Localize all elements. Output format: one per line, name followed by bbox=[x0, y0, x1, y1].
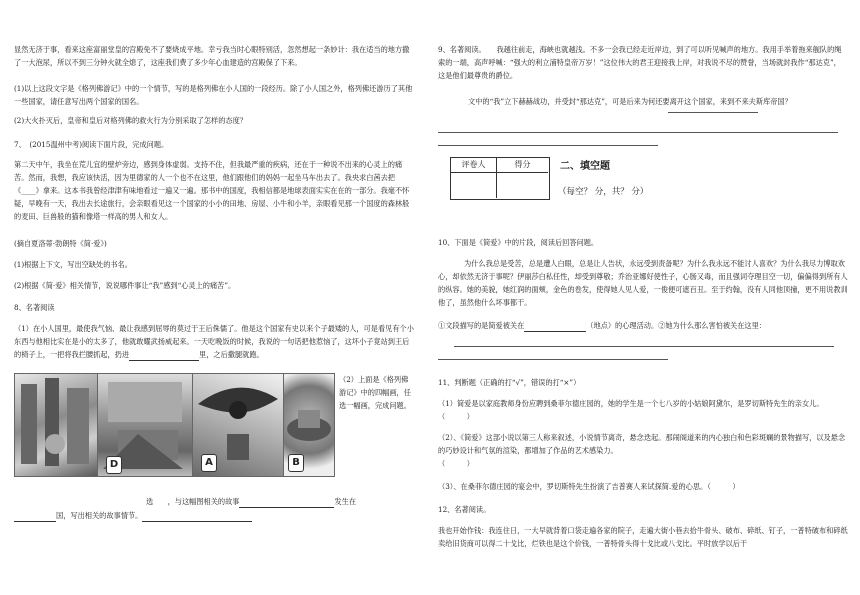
question-8-1-text: （1）在小人国里，最使我气恼、最让我感到屈辱的莫过于王后侏儒了。他是这个国家有史以来个子最矮的人，可是看见有个小东西与他相比实在是小的太多了，他就敢耀武扬威起来。一天吃晚饭的时候，我说的一句话把他惹恼了，这坏小子竟站到王后的椅子上，一把将我拦腰抓起，扔进 bbox=[14, 324, 414, 359]
question-11-3: （3）、在桑菲尔德庄园的宴会中，罗切斯特先生扮演了吉普赛人来试探简.爱的心思。（ ） bbox=[438, 482, 740, 491]
question-8-2: （2）上面是《格列佛游记》中的四幅画，任选一幅画，完成问题。 bbox=[339, 375, 411, 410]
score-box-score-field[interactable] bbox=[497, 173, 548, 198]
answer-blank[interactable] bbox=[239, 498, 334, 508]
question-11-2: （2）、《简爱》这部小说以第三人称来叙述，小说情节离奇，悬念迭起。那闹阁道来的内心独白和色彩斑斓的景物描写，以及悬念的巧妙设计和气氛的渲染，都增加了作品的艺术感染力。 bbox=[438, 433, 846, 455]
question-2: (2)大火扑灭后，皇帝和皇后对格列佛的救火行为分别采取了怎样的态度？ bbox=[14, 116, 247, 125]
question-8-1-end: 里，之后撒腿就跑。 bbox=[199, 350, 264, 359]
question-1: (1)以上这段文字是《格列佛游记》中的一个情节，写的是格列佛在小人国的一段经历。除了小人国之外，格列佛还游历了其他一些国家，请任意写出两个国家的国名。 bbox=[14, 84, 413, 106]
question-7-source: (摘自夏洛蒂·勃朗特《简·爱》) bbox=[14, 239, 107, 248]
illustration-a bbox=[192, 373, 284, 477]
score-box bbox=[450, 157, 550, 200]
question-12-passage: 我也开始作钱：我连住日，一大早就背着口袋走遍各家的院子，走遍大街小巷去拾牛骨头、破布、碎纸、钉子，一普特破布和碎纸卖给旧货商可以得二十戈比，烂铁也是这个价钱，一普特骨头得十戈比或八戈比。平时放学以后干 bbox=[438, 526, 848, 548]
answer-line[interactable] bbox=[454, 346, 834, 347]
question-8-2-line bbox=[146, 495, 414, 508]
answer-line[interactable] bbox=[438, 145, 658, 146]
illustration-1-drawing bbox=[15, 374, 97, 476]
question-8-heading: 8、名著阅读 bbox=[14, 303, 55, 312]
question-10-prompt bbox=[438, 319, 848, 332]
answer-line[interactable] bbox=[438, 359, 668, 360]
question-9: 9、名著阅读。 我越往前走，海峡也就越浅。不多一会我已经走近岸边，到了可以听见喊声的地方。我用手举着拖来舰队的绳索的一端，高声呼喊：“强大的利立浦特皇帝万岁！”这位伟大的君王迎接我上岸，对我说不尽的赞誉，当场就封我作“那达克”，这是他们最尊贵的爵位。 bbox=[438, 45, 842, 80]
question-10-prompt-b: （地点）的心理活动。②她为什么那么害怕被关在这里： bbox=[586, 321, 766, 330]
left-column bbox=[14, 0, 414, 595]
question-12-heading: 12、名著阅读。 bbox=[438, 505, 491, 514]
answer-blank[interactable] bbox=[142, 512, 252, 522]
illustration-b bbox=[283, 373, 335, 477]
label-d: D bbox=[106, 456, 122, 474]
answer-blank[interactable] bbox=[524, 322, 586, 332]
score-box-grader-field[interactable] bbox=[451, 173, 497, 198]
question-7-passage: 第二天中午，我坐在荒儿宜的壁炉旁边，感到身体虚弱。支持不住，但我最严重的疾病，还在于一种说不出来的心灵上的痛苦。然而，我想，我应该快活，因为里德家的人一个也不在这里，他们跟他们的妈妈一起坐马车出去了。我央求白茜去把《____》拿来。这本书我曾经津津有味地看过一遍又一遍。那书中的国度，我相信都是地球表面实实在在的一部分。我毫不怀疑，早晚有一天，我出去长途旅行，会亲眼看见这一个国家的小小的田地、房屋、小牛和小羊，亲眼看见那一个国度的森林般的麦田、巨兽般的猫和像塔一样高的男人和女人。 bbox=[14, 160, 410, 221]
illustration-d bbox=[97, 373, 193, 477]
question-11-heading: 11、判断题（正确的打“√”，错误的打“×”） bbox=[438, 378, 581, 387]
question-7-1: (1)根据上下文，写出空缺处的书名。 bbox=[14, 260, 132, 269]
passage-paragraph: 显然无济于事，看来这座富丽堂皇的宫殿免不了要烧成平地。幸亏我当时心眼特别活，忽然想起一条妙计：我在适当的地方撒了一大泡尿，所以不到三分钟火就全熄了，这座我们费了多少年心血建造的宫殿保了下来。 bbox=[14, 45, 410, 67]
label-a: A bbox=[201, 454, 217, 472]
question-10-passage: 为什么我总是受苦，总是遭人白眼，总是让人告状，永远受到责备呢？为什么我永远不能讨人喜欢？为什么我尽力博取欢心，却依然无济于事呢？伊丽莎白私任性，却受到尊敬；乔治亚娜好使性子，心肠又毒，而且强词夺理目空一切，偏偏得到所有人的纵容。她的美貌，她红润的面颊，金色的卷发，使得她人见人爱，一俊便可遮百丑。至于约翰，没有人同他顶撞，更不用说教训他了，虽然他什么坏事都干。 bbox=[438, 259, 848, 307]
question-10-heading: 10、下面是《简爱》中的片段，阅读后回答问题。 bbox=[438, 238, 599, 247]
illustration-1 bbox=[14, 373, 98, 477]
answer-line[interactable] bbox=[438, 132, 838, 133]
right-column bbox=[438, 0, 848, 595]
answer-blank[interactable] bbox=[14, 512, 56, 522]
question-8-2-choose: 选 ，与这幅图相关的故事 bbox=[146, 497, 240, 506]
score-box-grader: 评卷人 bbox=[451, 158, 497, 173]
score-box-score: 得分 bbox=[497, 158, 548, 173]
question-11-1: （1）简爱是以家庭教师身份应聘到桑菲尔德庄园的，她的学生是一个七八岁的小姑娘阿黛尔，是罗切斯特先生的亲女儿。（ ） bbox=[438, 399, 824, 421]
question-7-2: (2)根据《简·爱》相关情节，说说哪件事让“我”感到“心灵上的痛苦”。 bbox=[14, 281, 236, 290]
section-title: 二、填空题 bbox=[560, 161, 610, 172]
answer-blank[interactable] bbox=[129, 351, 199, 361]
question-8-2-country: 国，写出相关的故事情节。 bbox=[56, 511, 143, 520]
question-9-prompt: 文中的“我”立下赫赫战功，并受封“那达克”，可是后来为何还要离开这个国家，来到不来夫斯库帝国？ bbox=[468, 97, 792, 106]
section-note: （每空？ 分，共？ 分） bbox=[558, 187, 649, 197]
question-8-2-line2 bbox=[14, 509, 414, 522]
question-11-2-paren[interactable]: （ ） bbox=[438, 459, 474, 468]
question-7-heading: 7、 (2015温州中考)阅读下面片段，完成问题。 bbox=[14, 140, 169, 149]
question-8-2-occur: 发生在 bbox=[334, 497, 357, 506]
label-b: B bbox=[288, 454, 304, 472]
question-10-prompt-a: ①文段描写的是简爱被关在 bbox=[438, 321, 525, 330]
answer-line[interactable] bbox=[668, 112, 758, 113]
question-8-1 bbox=[14, 322, 414, 361]
